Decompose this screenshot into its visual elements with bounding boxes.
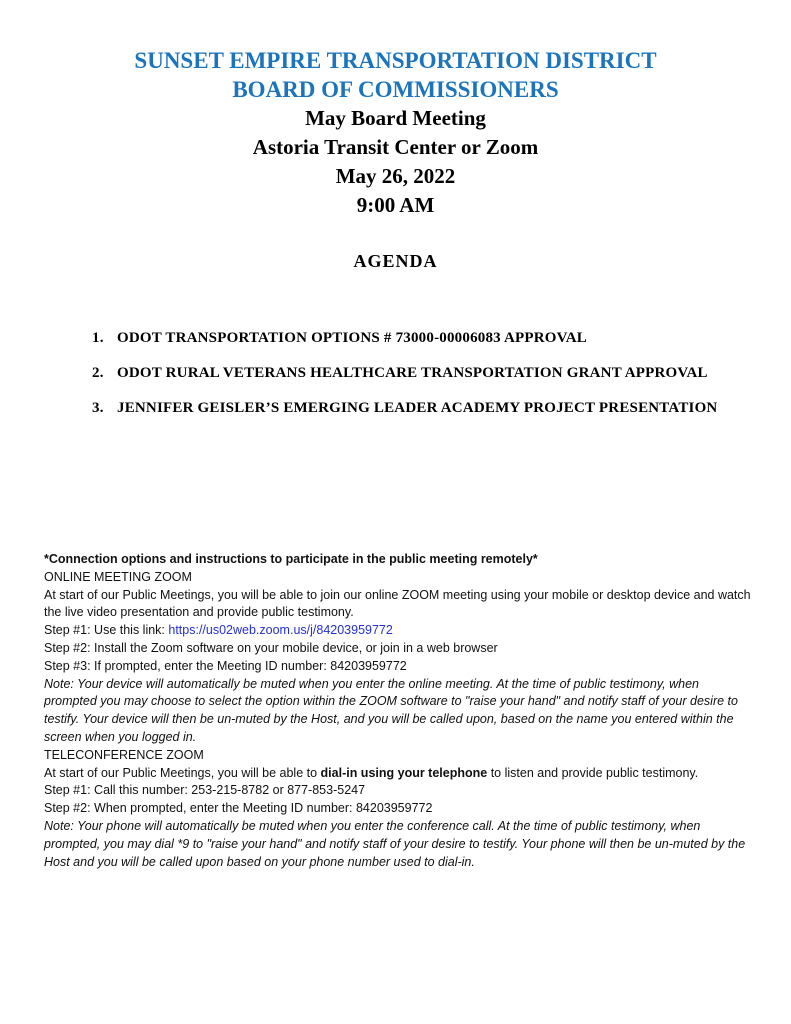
meeting-date: May 26, 2022 bbox=[335, 164, 456, 188]
online-step1-label: Step #1: Use this link: bbox=[44, 623, 169, 638]
agenda-item-number: 1. bbox=[92, 330, 104, 346]
agenda-item-text: JENNIFER GEISLER’S EMERGING LEADER ACADEMY PROJECT PRESENTATION bbox=[117, 400, 718, 416]
agenda-item-3 bbox=[92, 400, 751, 417]
online-step3-line: Step #3: If prompted, enter the Meeting ID number: 84203959772 bbox=[44, 658, 407, 673]
tele-step2-line: Step #2: When prompted, enter the Meeting ID number: 84203959772 bbox=[44, 801, 433, 816]
online-meeting-heading: ONLINE MEETING ZOOM bbox=[44, 569, 192, 584]
meeting-location: Astoria Transit Center or Zoom bbox=[252, 135, 539, 159]
agenda-item-text: ODOT TRANSPORTATION OPTIONS # 73000-00006083 APPROVAL bbox=[117, 330, 587, 346]
teleconference-note: Note: Your phone will automatically be muted when you enter the conference call. At the time of public testimony, when prompted, you may dial *9 to "raise your hand" and notify staff of your desire to testify. Your phone will then be un-muted by the Host and you will be called upon based on your phone number used to dial-in. bbox=[44, 818, 746, 869]
online-step2-line: Step #2: Install the Zoom software on your mobile device, or join in a web browser bbox=[44, 640, 498, 655]
tele-step1-line: Step #1: Call this number: 253-215-8782 or 877-853-5247 bbox=[44, 783, 366, 798]
tele-intro-post: to listen and provide public testimony. bbox=[487, 765, 699, 780]
agenda-item-text: ODOT RURAL VETERANS HEALTHCARE TRANSPORTATION GRANT APPROVAL bbox=[117, 365, 708, 381]
teleconference-intro bbox=[44, 765, 752, 783]
agenda-item-number: 2. bbox=[92, 365, 104, 381]
tele-intro-pre: At start of our Public Meetings, you will be able to bbox=[44, 765, 321, 780]
meeting-name: May Board Meeting bbox=[305, 106, 486, 130]
agenda-item-2 bbox=[92, 365, 751, 382]
agenda-item-list bbox=[92, 330, 751, 417]
zoom-meeting-link[interactable]: https://us02web.zoom.us/j/84203959772 bbox=[168, 623, 393, 638]
document-header bbox=[0, 0, 791, 220]
organization-title-line2: BOARD OF COMMISSIONERS bbox=[232, 77, 559, 102]
agenda-heading: AGENDA bbox=[353, 251, 438, 271]
online-note: Note: Your device will automatically be muted when you enter the online meeting. At the time of public testimony, when prompted you may choose to select the option within the ZOOM software to "raise your hand" and notify staff of your desire to testify. Your device will then be un-muted by the Host, and you will be called upon, based on the name you entered within the screen when you logged in. bbox=[44, 676, 738, 744]
agenda-item-number: 3. bbox=[92, 400, 104, 416]
online-meeting-intro: At start of our Public Meetings, you will be able to join our online ZOOM meeting using your mobile or desktop device and watch the live video presentation and provide public testimony. bbox=[44, 587, 751, 620]
tele-intro-bold: dial-in using your telephone bbox=[320, 765, 488, 780]
organization-title-line1: SUNSET EMPIRE TRANSPORTATION DISTRICT bbox=[134, 48, 657, 73]
teleconference-heading: TELECONFERENCE ZOOM bbox=[44, 747, 204, 762]
online-step1-line bbox=[44, 622, 752, 640]
meeting-time: 9:00 AM bbox=[356, 193, 435, 217]
remote-section-heading: *Connection options and instructions to participate in the public meeting remotely* bbox=[44, 552, 538, 566]
agenda-item-1 bbox=[92, 330, 751, 347]
remote-participation-section bbox=[44, 551, 752, 871]
